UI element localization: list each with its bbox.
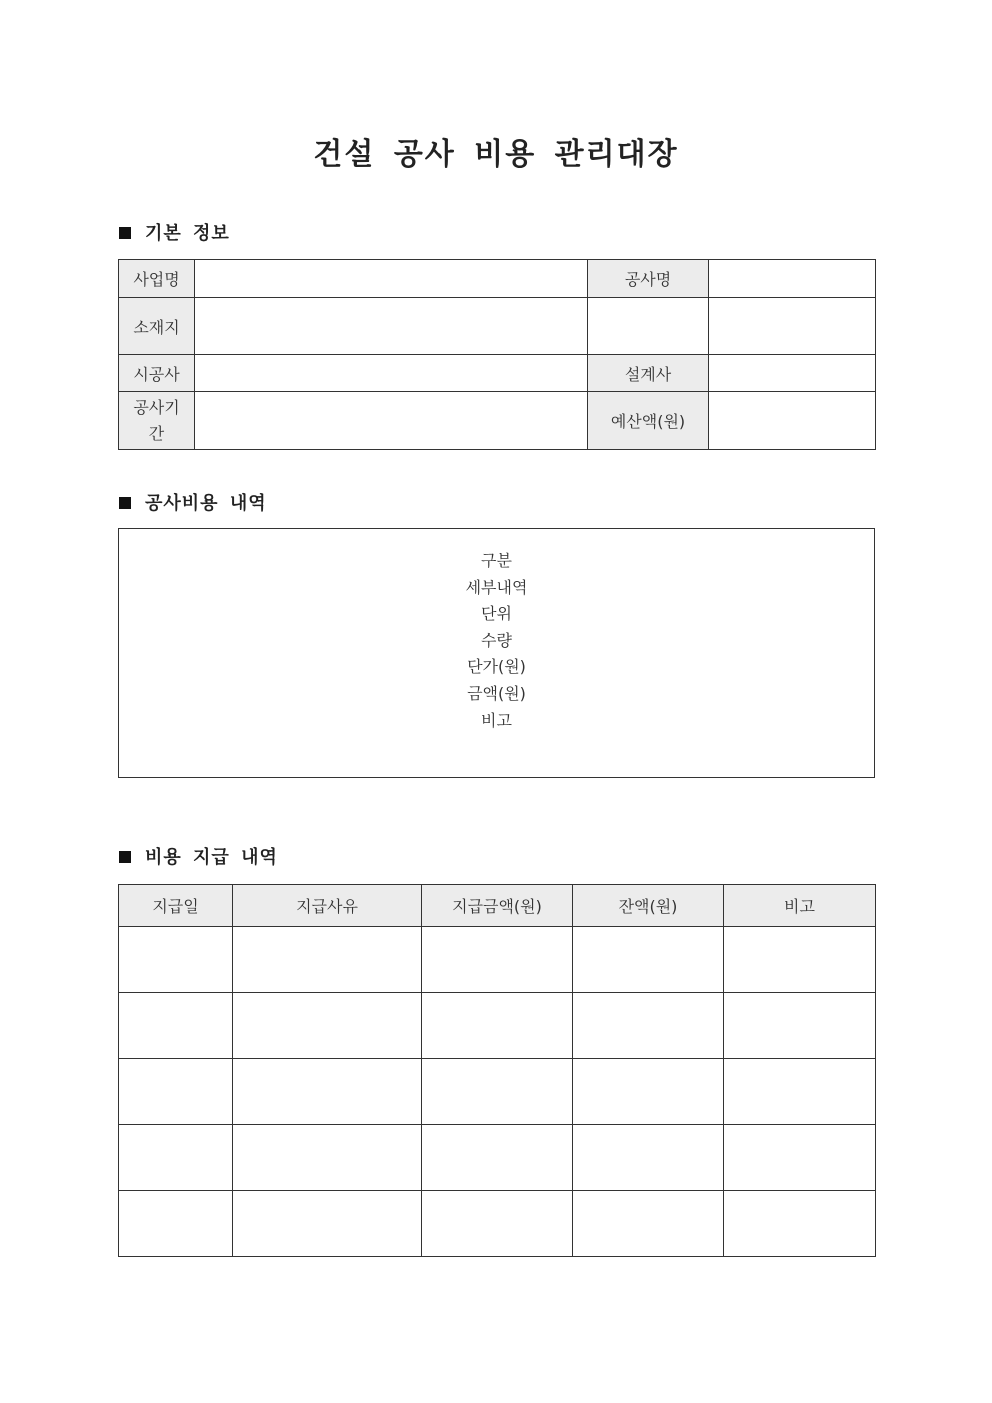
table-cell[interactable] xyxy=(422,993,573,1059)
table-cell[interactable] xyxy=(724,993,876,1059)
cost-item-note: 비고 xyxy=(481,710,512,730)
table-cell[interactable] xyxy=(573,1059,724,1125)
table-cell[interactable] xyxy=(724,927,876,993)
column-header-balance: 잔액(원) xyxy=(573,885,724,927)
column-header-payment-date: 지급일 xyxy=(119,885,233,927)
table-cell[interactable] xyxy=(724,1191,876,1257)
basic-info-table xyxy=(118,259,876,450)
payment-header-row xyxy=(119,885,876,927)
table-cell[interactable] xyxy=(233,1125,422,1191)
basic-info-row xyxy=(119,298,876,355)
column-header-note: 비고 xyxy=(724,885,876,927)
table-cell[interactable] xyxy=(422,1059,573,1125)
basic-info-row xyxy=(119,260,876,298)
table-cell[interactable] xyxy=(724,1059,876,1125)
contractor-label: 시공사 xyxy=(119,355,195,392)
section-heading-cost-details-text: 공사비용 내역 xyxy=(145,493,267,514)
basic-info-row xyxy=(119,392,876,450)
table-cell[interactable] xyxy=(573,1125,724,1191)
table-cell[interactable] xyxy=(233,1059,422,1125)
designer-value[interactable] xyxy=(709,355,876,392)
square-bullet-icon xyxy=(119,497,131,509)
location-label: 소재지 xyxy=(119,298,195,355)
cost-item-unit: 단위 xyxy=(481,604,512,624)
construction-name-value[interactable] xyxy=(709,260,876,298)
section-heading-basic-info-text: 기본 정보 xyxy=(145,223,230,244)
cost-item-detail: 세부내역 xyxy=(465,577,528,597)
table-row xyxy=(119,993,876,1059)
contractor-value[interactable] xyxy=(195,355,588,392)
basic-info-row xyxy=(119,355,876,392)
project-name-value[interactable] xyxy=(195,260,588,298)
table-cell[interactable] xyxy=(422,1191,573,1257)
empty-cell[interactable] xyxy=(588,298,709,355)
square-bullet-icon xyxy=(119,227,131,239)
document-title: 건설 공사 비용 관리대장 xyxy=(313,137,679,172)
cost-item-unit-price: 단가(원) xyxy=(467,657,526,677)
table-cell[interactable] xyxy=(422,927,573,993)
column-header-payment-reason: 지급사유 xyxy=(233,885,422,927)
section-heading-basic-info xyxy=(119,221,230,247)
construction-name-label: 공사명 xyxy=(588,260,709,298)
budget-value[interactable] xyxy=(709,392,876,450)
table-cell[interactable] xyxy=(422,1125,573,1191)
section-heading-cost-details xyxy=(119,491,267,517)
table-row xyxy=(119,927,876,993)
table-cell[interactable] xyxy=(724,1125,876,1191)
table-cell[interactable] xyxy=(119,1059,233,1125)
table-cell[interactable] xyxy=(573,993,724,1059)
table-cell[interactable] xyxy=(119,927,233,993)
empty-cell[interactable] xyxy=(709,298,876,355)
table-cell[interactable] xyxy=(119,993,233,1059)
table-cell[interactable] xyxy=(119,1125,233,1191)
table-cell[interactable] xyxy=(573,1191,724,1257)
project-name-label: 사업명 xyxy=(119,260,195,298)
table-row xyxy=(119,1191,876,1257)
table-cell[interactable] xyxy=(233,927,422,993)
designer-label: 설계사 xyxy=(588,355,709,392)
location-value[interactable] xyxy=(195,298,588,355)
payment-history-table xyxy=(118,884,876,1257)
cost-item-quantity: 수량 xyxy=(481,630,512,650)
table-cell[interactable] xyxy=(233,1191,422,1257)
section-heading-payment-history xyxy=(119,845,278,871)
table-cell[interactable] xyxy=(119,1191,233,1257)
table-row xyxy=(119,1059,876,1125)
column-header-payment-amount: 지급금액(원) xyxy=(422,885,573,927)
cost-item-amount: 금액(원) xyxy=(467,683,526,703)
table-row xyxy=(119,1125,876,1191)
cost-items-list xyxy=(119,529,874,734)
period-label: 공사기간 xyxy=(119,392,195,450)
section-heading-payment-history-text: 비용 지급 내역 xyxy=(145,847,278,868)
square-bullet-icon xyxy=(119,851,131,863)
period-value[interactable] xyxy=(195,392,588,450)
table-cell[interactable] xyxy=(573,927,724,993)
table-cell[interactable] xyxy=(233,993,422,1059)
cost-item-category: 구분 xyxy=(481,551,512,570)
budget-label: 예산액(원) xyxy=(588,392,709,450)
cost-details-box xyxy=(118,528,875,778)
